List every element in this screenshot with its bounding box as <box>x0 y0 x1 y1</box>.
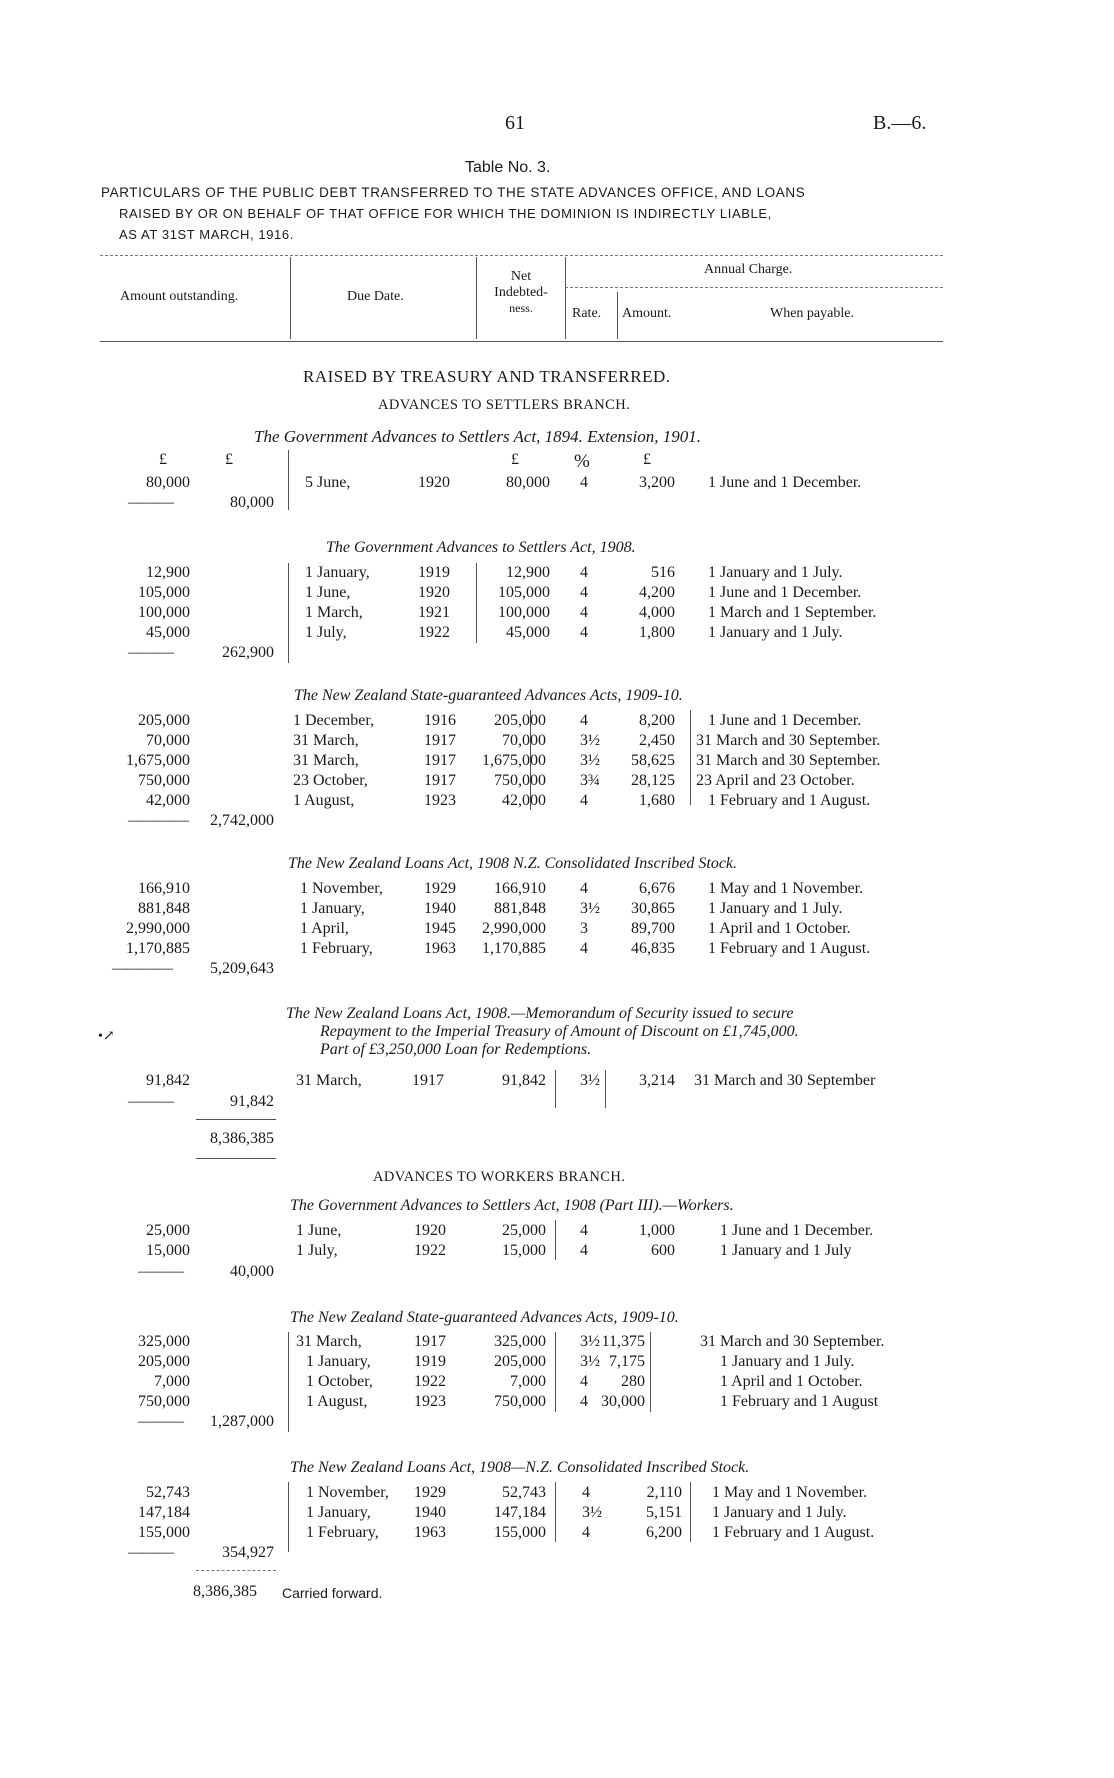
currency-unit: £ <box>511 451 519 468</box>
header-rate: Rate. <box>572 306 602 321</box>
description-line-3: AS AT 31ST MARCH, 1916. <box>119 227 294 242</box>
dash-leader: ——— <box>128 1544 173 1561</box>
currency-unit: £ <box>159 451 167 468</box>
act-title: The New Zealand Loans Act, 1908—N.Z. Consolidated Inscribed Stock. <box>290 1459 750 1476</box>
branch-heading-settlers: ADVANCES TO SETTLERS BRANCH. <box>378 397 631 413</box>
description-line-1: PARTICULARS OF THE PUBLIC DEBT TRANSFERRED TO THE STATE ADVANCES OFFICE, AND LOANS <box>101 185 806 200</box>
page-number: 61 <box>505 112 525 134</box>
percent-unit: % <box>574 451 590 472</box>
header-amount-outstanding: Amount outstanding. <box>120 289 239 304</box>
header-net-2: Indebted- <box>494 285 548 300</box>
act-title: Repayment to the Imperial Treasury of Amount of Discount on £1,745,000. <box>320 1023 799 1040</box>
act-title: The New Zealand Loans Act, 1908.—Memorandum of Security issued to secure <box>286 1005 794 1022</box>
dash-leader: ——— <box>138 1413 183 1430</box>
group-total: 354,927 <box>222 1544 274 1561</box>
act-title: The Government Advances to Settlers Act, 1908. <box>326 539 636 556</box>
group-total: 262,900 <box>222 644 274 661</box>
currency-unit: £ <box>643 451 651 468</box>
carried-forward-amount: 8,386,385 <box>193 1583 257 1600</box>
header-when-payable: When payable. <box>770 306 854 321</box>
act-title: The New Zealand State-guaranteed Advances Acts, 1909-10. <box>290 1309 679 1326</box>
carried-forward-label: Carried forward. <box>282 1585 383 1601</box>
group-total: 5,209,643 <box>210 960 274 977</box>
table-title: Table No. 3. <box>465 159 551 176</box>
dash-leader: ——— <box>138 1263 183 1280</box>
subtotal: 8,386,385 <box>210 1130 274 1147</box>
header-net-1: Net <box>510 269 532 284</box>
header-due-date: Due Date. <box>347 289 404 304</box>
page-reference: B.—6. <box>873 112 927 134</box>
branch-heading-workers: ADVANCES TO WORKERS BRANCH. <box>373 1169 626 1185</box>
header-amount: Amount. <box>622 306 672 321</box>
header-annual-charge: Annual Charge. <box>704 262 793 277</box>
act-title: The Government Advances to Settlers Act, 1894. Extension, 1901. <box>254 427 701 446</box>
dash-leader: ——— <box>128 494 173 511</box>
dash-leader: ——— <box>128 1093 173 1110</box>
act-title: Part of £3,250,000 Loan for Redemptions. <box>320 1041 592 1058</box>
margin-mark-icon: •↗ <box>98 1029 115 1044</box>
group-total: 1,287,000 <box>210 1413 274 1430</box>
act-title: The Government Advances to Settlers Act, 1908 (Part III).—Workers. <box>290 1197 734 1214</box>
group-total: 40,000 <box>230 1263 274 1280</box>
description-line-2: RAISED BY OR ON BEHALF OF THAT OFFICE FOR WHICH THE DOMINION IS INDIRECTLY LIABLE, <box>119 206 772 221</box>
group-total: 80,000 <box>230 494 274 511</box>
dash-leader: ——— <box>128 644 173 661</box>
act-title: The New Zealand State-guaranteed Advances Acts, 1909-10. <box>294 687 683 704</box>
dash-leader: ———— <box>112 960 172 977</box>
currency-unit: £ <box>225 451 233 468</box>
dash-leader: ———— <box>128 812 188 829</box>
header-net-3: ness. <box>509 301 533 315</box>
group-total: 2,742,000 <box>210 812 274 829</box>
section-heading: RAISED BY TREASURY AND TRANSFERRED. <box>303 367 671 386</box>
group-total: 91,842 <box>230 1093 274 1110</box>
act-title: The New Zealand Loans Act, 1908 N.Z. Consolidated Inscribed Stock. <box>288 855 738 872</box>
